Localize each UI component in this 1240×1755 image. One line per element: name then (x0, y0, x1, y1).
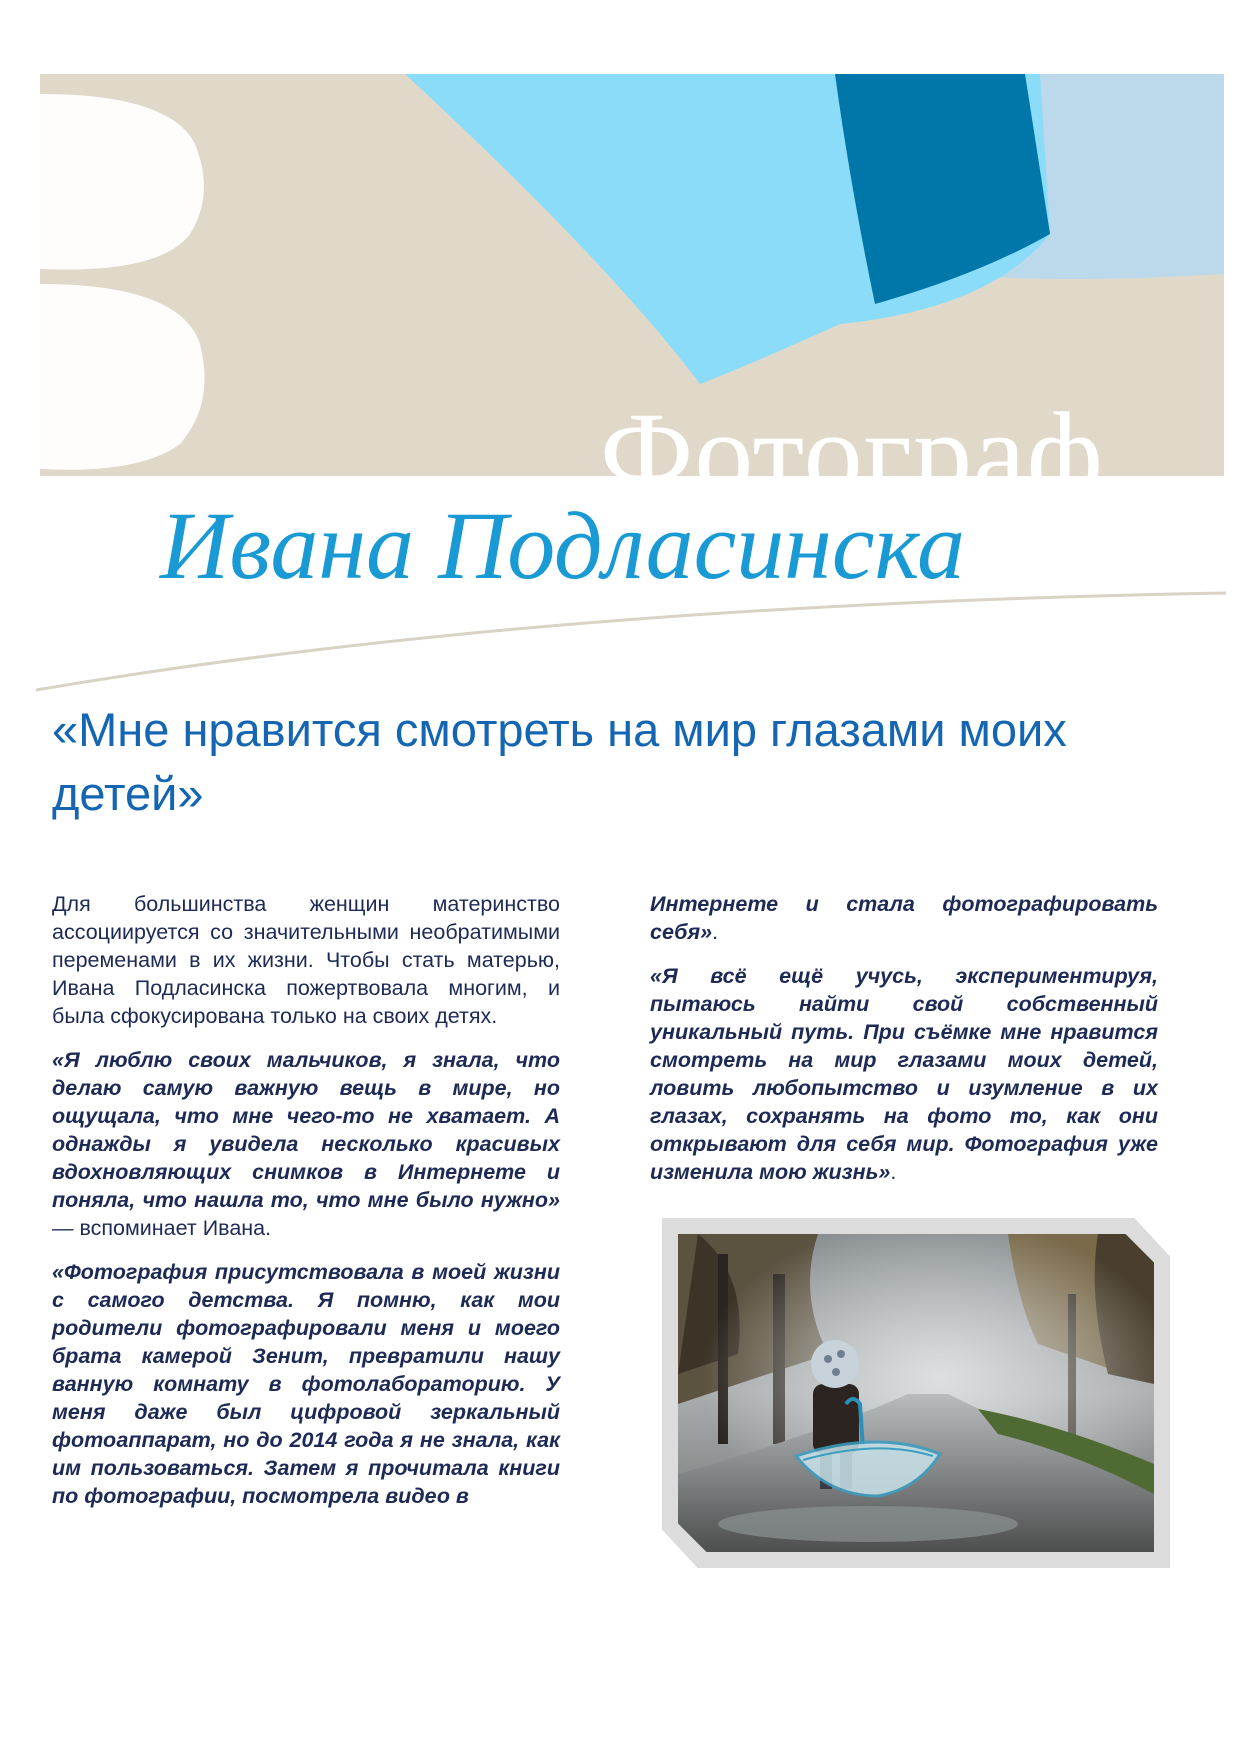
quote-paragraph-2 (52, 1258, 560, 1510)
left-column (52, 890, 560, 1526)
quote-paragraph-3 (650, 962, 1158, 1186)
photo-frame (662, 1218, 1170, 1568)
quote-text-1: «Я люблю своих мальчиков, я знала, что делаю самую важную вещь в мире, но ощущала, что мне чего-то не хватает. А однажды я увидела несколько красивых вдохновляющих снимков в Интернете и поняла, что нашла то, что мне было нужно» (52, 1048, 560, 1212)
child-umbrella-photo (678, 1234, 1154, 1552)
right-column (650, 890, 1158, 1202)
quote-text-2: «Фотография присутствовала в моей жизни с самого детства. Я помню, как мои родители фотографировали меня и моего брата камерой Зенит, превратили нашу ванную комнату в фотолабораторию. У меня даже был цифровой зеркальный фотоаппарат, но до 2014 года я не знала, как им пользоваться. Затем я прочитала книги по фотографии, посмотрела видео в (52, 1260, 560, 1508)
quote-text-2-continued: Интернете и стала фотографировать себя» (650, 892, 1158, 944)
quote-end-punct-1: . (712, 920, 719, 944)
article-title: «Мне нравится смотреть на мир глазами моих детей» (52, 703, 1067, 820)
quote-attribution: — вспоминает Ивана. (52, 1216, 272, 1240)
header-photographer-name: Ивана Подласинска (160, 492, 965, 599)
header-word-photographer: Фотограф (600, 388, 1104, 519)
quote-paragraph-2-continued (650, 890, 1158, 946)
intro-text: Для большинства женщин материнство ассоциируется со значительными необратимыми переменами в их жизни. Чтобы стать матерью, Ивана Подласинска пожертвовала многим, и была сфокусирована только на своих детях. (52, 892, 560, 1028)
quote-text-3: «Я всё ещё учусь, экспериментируя, пытаюсь найти свой собственный уникальный путь. При съёмке мне нравится смотреть на мир глазами моих детей, ловить любопытство и изумление в их глазах, сохранять на фото то, как они открывают для себя мир. Фотография уже изменила мою жизнь» (650, 964, 1158, 1184)
decorative-swoosh-line (36, 585, 1226, 695)
quote-end-punct-2: . (890, 1160, 897, 1184)
quote-paragraph-1 (52, 1046, 560, 1242)
intro-paragraph (52, 890, 560, 1030)
